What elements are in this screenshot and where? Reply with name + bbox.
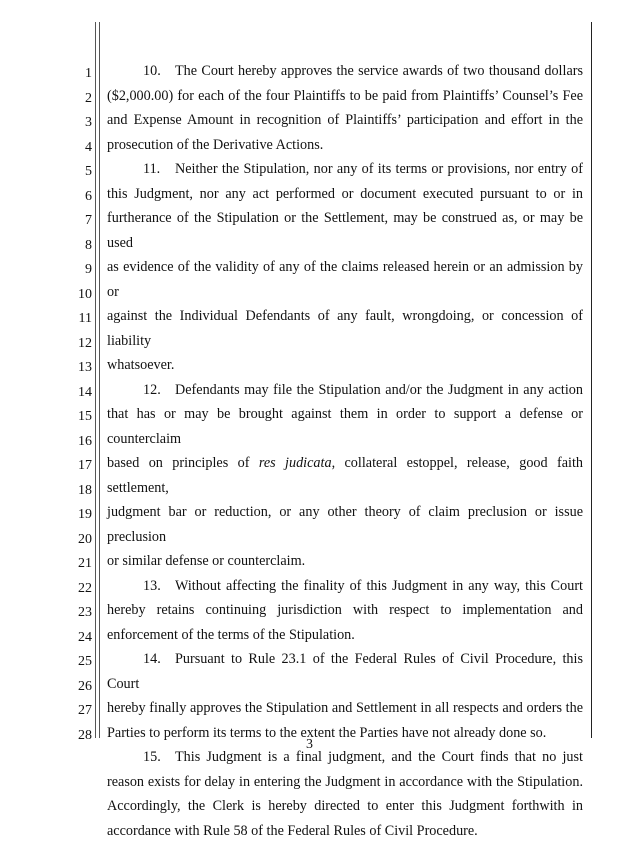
- line-number: [72, 329, 92, 354]
- line-number-text: 3: [85, 115, 92, 130]
- line-number-text: 24: [78, 630, 92, 645]
- line-number-text: 11: [79, 311, 92, 326]
- line-number-text: 23: [78, 605, 92, 620]
- line-number-text: 13: [78, 360, 92, 375]
- line-number-text: 14: [78, 385, 92, 400]
- line-number-text: 20: [78, 532, 92, 547]
- text-line: [107, 574, 583, 599]
- text-line: prosecution of the Derivative Actions.: [107, 133, 583, 158]
- line-text: Pursuant to Rule 23.1 of the Federal Rules of Civil Procedure, this Court: [107, 651, 583, 692]
- line-number: [72, 255, 92, 280]
- line-number-text: 8: [85, 238, 92, 253]
- text-line: that has or may be brought against them in order to support a defense or counterclaim: [107, 402, 583, 451]
- line-number: [72, 696, 92, 721]
- text-line: hereby finally approves the Stipulation and Settlement in all respects and orders the: [107, 696, 583, 721]
- line-number-text: 10: [78, 287, 92, 302]
- line-number-text: 19: [78, 507, 92, 522]
- text-line: [107, 451, 583, 500]
- line-number: [72, 206, 92, 231]
- line-number-text: 27: [78, 703, 92, 718]
- text-line: whatsoever.: [107, 353, 583, 378]
- line-number-text: 16: [78, 434, 92, 449]
- line-number: [72, 304, 92, 329]
- text-line: Parties to perform its terms to the extent the Parties have not already done so.: [107, 721, 583, 746]
- line-number-text: 6: [85, 189, 92, 204]
- text-line: as evidence of the validity of any of the claims released herein or an admission by or: [107, 255, 583, 304]
- text-line: judgment bar or reduction, or any other theory of claim preclusion or issue preclusion: [107, 500, 583, 549]
- paragraph-number: 10.: [143, 59, 175, 84]
- line-number: [72, 378, 92, 403]
- line-number: [72, 451, 92, 476]
- line-number: [72, 133, 92, 158]
- line-number: [72, 476, 92, 501]
- text-line: or similar defense or counterclaim.: [107, 549, 583, 574]
- text-line: [107, 647, 583, 696]
- line-number-text: 22: [78, 581, 92, 596]
- line-number-text: 4: [85, 140, 92, 155]
- line-number: [72, 157, 92, 182]
- line-number-text: 7: [85, 213, 92, 228]
- right-margin-rule: [591, 22, 592, 738]
- line-text: Defendants may file the Stipulation and/or the Judgment in any action: [175, 382, 583, 398]
- text-line: [107, 59, 583, 84]
- line-number-text: 5: [85, 164, 92, 179]
- line-text: Neither the Stipulation, nor any of its terms or provisions, nor entry of: [175, 161, 583, 177]
- line-number-text: 21: [78, 556, 92, 571]
- line-number: [72, 59, 92, 84]
- line-number: [72, 402, 92, 427]
- line-number-text: 1: [85, 66, 92, 81]
- text-line: accordance with Rule 58 of the Federal Rules of Civil Procedure.: [107, 819, 583, 843]
- paragraph-10: [107, 59, 583, 157]
- line-number: [72, 182, 92, 207]
- line-number-text: 12: [78, 336, 92, 351]
- page-number: 3: [0, 737, 619, 753]
- paragraph-14: [107, 647, 583, 745]
- line-number-text: 18: [78, 483, 92, 498]
- line-number: [72, 574, 92, 599]
- text-line: ($2,000.00) for each of the four Plaintiffs to be paid from Plaintiffs’ Counsel’s Fee: [107, 84, 583, 109]
- text-line: against the Individual Defendants of any fault, wrongdoing, or concession of liability: [107, 304, 583, 353]
- italic-term: res judicata: [259, 455, 332, 471]
- paragraph-13: [107, 574, 583, 648]
- text-line: reason exists for delay in entering the Judgment in accordance with the Stipulation.: [107, 770, 583, 795]
- line-number: [72, 500, 92, 525]
- line-text: , collateral estoppel, release, good faith settlement,: [107, 455, 583, 496]
- line-number-text: 17: [78, 458, 92, 473]
- line-number-text: 28: [78, 728, 92, 743]
- text-line: hereby retains continuing jurisdiction with respect to implementation and: [107, 598, 583, 623]
- text-line: enforcement of the terms of the Stipulation.: [107, 623, 583, 648]
- paragraph-number: 12.: [143, 378, 175, 403]
- pleading-line-numbers: [72, 59, 92, 745]
- line-number-text: 25: [78, 654, 92, 669]
- left-margin-rule: [95, 22, 96, 738]
- line-number-text: 26: [78, 679, 92, 694]
- line-number: [72, 231, 92, 256]
- line-number-text: 9: [85, 262, 92, 277]
- paragraph-number: 11.: [143, 157, 175, 182]
- line-number: [72, 525, 92, 550]
- document-body: [107, 59, 583, 843]
- paragraph-15: [107, 745, 583, 843]
- line-text: Without affecting the finality of this Judgment in any way, this Court: [175, 578, 583, 594]
- line-number: [72, 549, 92, 574]
- line-number: [72, 108, 92, 133]
- line-number: [72, 598, 92, 623]
- line-number: [72, 623, 92, 648]
- text-line: this Judgment, nor any act performed or document executed pursuant to or in: [107, 182, 583, 207]
- paragraph-number: 13.: [143, 574, 175, 599]
- line-number: [72, 672, 92, 697]
- line-number-text: 2: [85, 91, 92, 106]
- paragraph-number: 14.: [143, 647, 175, 672]
- left-margin-rule-inner: [99, 22, 100, 738]
- text-line: furtherance of the Stipulation or the Settlement, may be construed as, or may be used: [107, 206, 583, 255]
- line-text: The Court hereby approves the service awards of two thousand dollars: [175, 63, 583, 79]
- line-text: based on principles of: [107, 455, 259, 471]
- paragraph-number: 15.: [143, 745, 175, 770]
- line-number: [72, 280, 92, 305]
- line-number: [72, 353, 92, 378]
- text-line: and Expense Amount in recognition of Plaintiffs’ participation and effort in the: [107, 108, 583, 133]
- text-line: Accordingly, the Clerk is hereby directed to enter this Judgment forthwith in: [107, 794, 583, 819]
- line-number-text: 15: [78, 409, 92, 424]
- line-text: This Judgment is a final judgment, and the Court finds that no just: [175, 749, 583, 765]
- paragraph-12: [107, 378, 583, 574]
- line-number: [72, 427, 92, 452]
- line-number: [72, 647, 92, 672]
- line-number: [72, 84, 92, 109]
- paragraph-11: [107, 157, 583, 378]
- text-line: [107, 157, 583, 182]
- text-line: [107, 378, 583, 403]
